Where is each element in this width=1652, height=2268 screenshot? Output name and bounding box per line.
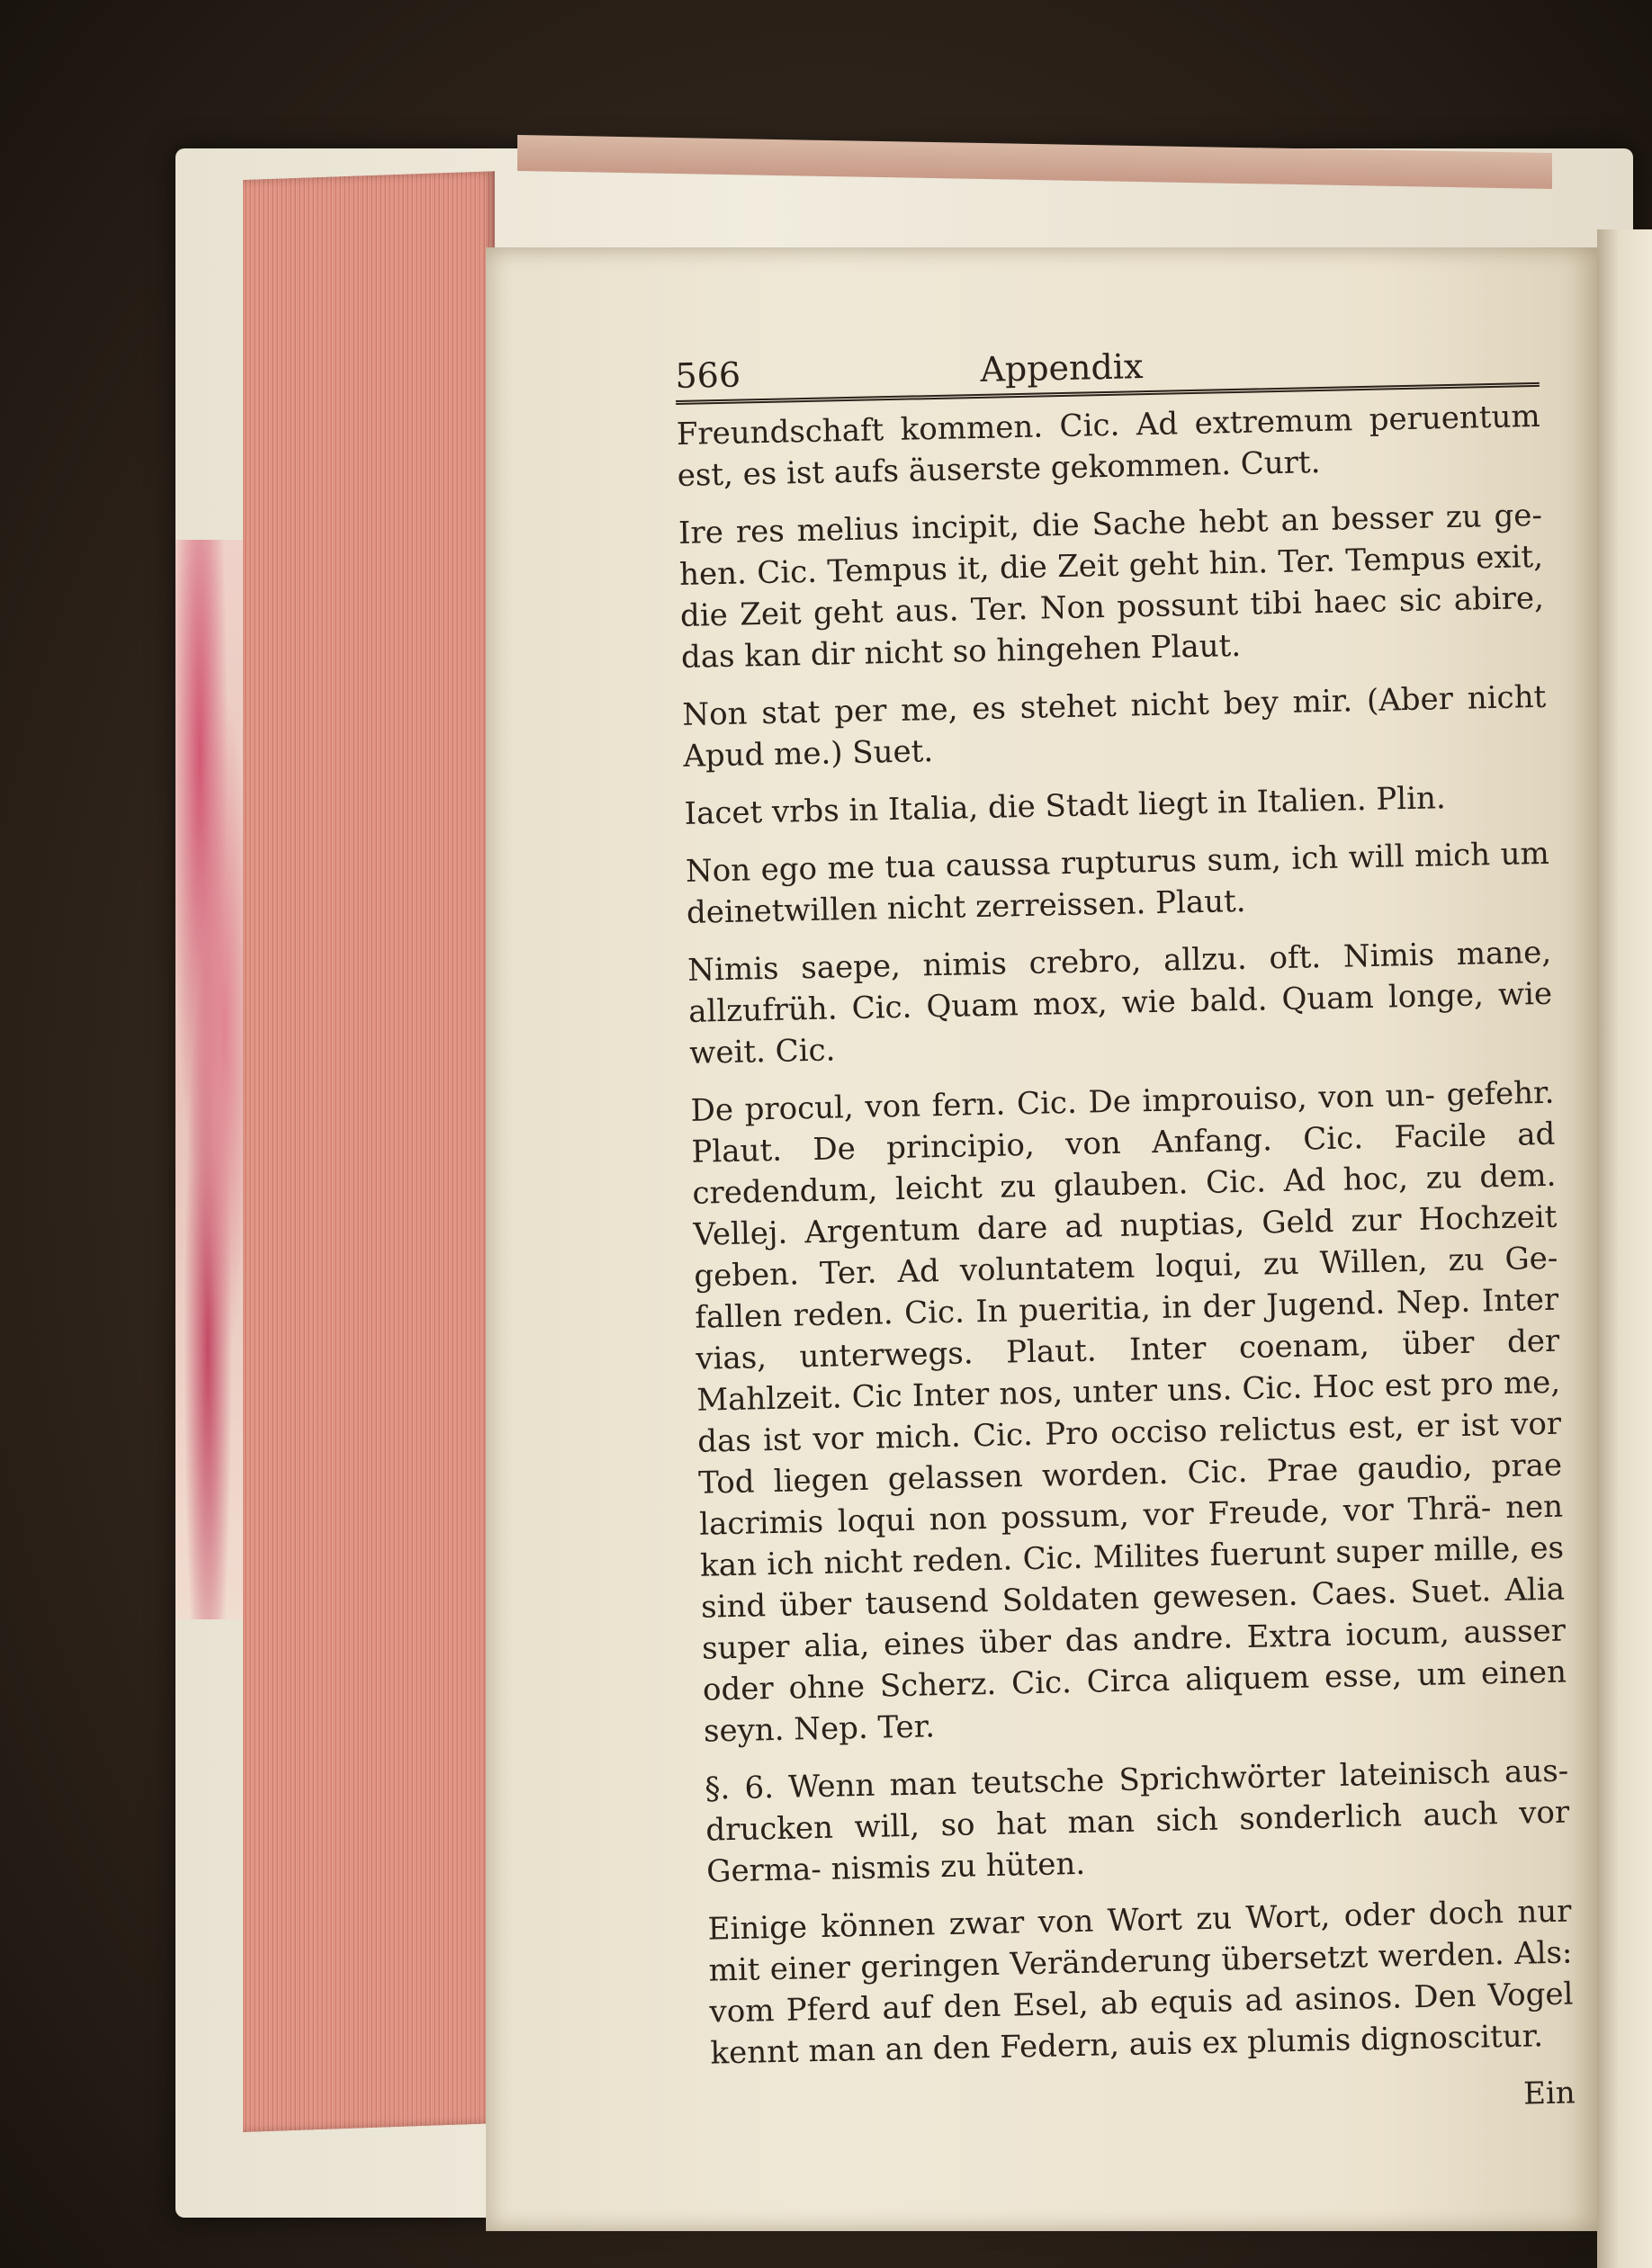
paragraph: Ire res melius incipit, die Sache hebt an besser zu ge- hen. Cic. Tempus it, die Zeit geht hin. Ter. Tempus exit, die Zeit geht aus. Ter. Non possunt tibi haec sic abire, das kan dir nicht so hingehen Plaut. (678, 497, 1545, 676)
paragraph: Freundschaft kommen. Cic. Ad extremum peruentum est, es ist aufs äuserste gekommen. Curt. (676, 398, 1541, 494)
section-heading: §. 6. Wenn man teutsche Sprichwörter lateinisch aus- drucken will, so hat man sich sonderlich auch vor Germa- nismis zu hüten. (704, 1753, 1570, 1890)
catchword: Ein (1522, 2075, 1576, 2112)
paragraph: Einige können zwar von Wort zu Wort, oder doch nur mit einer geringen Veränderung übersetzt werden. Als: vom Pferd auf den Esel, ab equis ad asinos. Den Vogel kennt man an den Federn, auis ex plumis dignoscitur. (707, 1893, 1574, 2072)
paragraph: Nimis saepe, nimis crebro, allzu. oft. Nimis mane, allzufrüh. Cic. Quam mox, wie bald. Quam longe, wie weit. Cic. (687, 934, 1553, 1071)
running-header (675, 345, 1144, 397)
paragraph: De procul, von fern. Cic. De improuiso, von un- gefehr. Plaut. De principio, von Anfang. Cic. Facile ad credendum, leicht zu glauben. Cic. Ad hoc, zu dem. Vellej. Argentum dare ad nuptias, Geld zur Hochzeit geben. Ter. Ad voluntatem loqui, zu Willen, zu Ge- fallen reden. Cic. In pueritia, in der Jugend. Nep. Inter vias, unterwegs. Plaut. Inter coenam, über der Mahlzeit. Cic Inter nos, unter uns. Cic. Hoc est pro me, das ist vor mich. Cic. Pro occiso relictus est, er ist vor Tod liegen gelassen worden. Cic. Prae gaudio, prae lacrimis loqui non possum, vor Freude, vor Thrä- nen kan ich nicht reden. Cic. Milites fuerunt super mille, es sind über tausend Soldaten gewesen. Caes. Suet. Alia super alia, eines über das andre. Extra iocum, ausser oder ohne Scherz. Cic. Circa aliquem esse, um einen seyn. Nep. Ter. (690, 1074, 1567, 1750)
paragraph: Non stat per me, es stehet nicht bey mir. (Aber nicht Apud me.) Suet. (681, 678, 1547, 775)
paragraph: Iacet vrbs in Italia, die Stadt liegt in Italien. Plin. (684, 780, 1447, 832)
paragraph: Non ego me tua caussa rupturus sum, ich will mich um deinetwillen nicht zerreissen. Plaut. (685, 835, 1550, 931)
facing-page-edge (1597, 229, 1652, 2268)
page-edges (243, 171, 495, 2132)
page-text (675, 337, 1576, 2132)
running-head: Appendix (979, 346, 1144, 390)
page-number: 566 (675, 354, 741, 396)
